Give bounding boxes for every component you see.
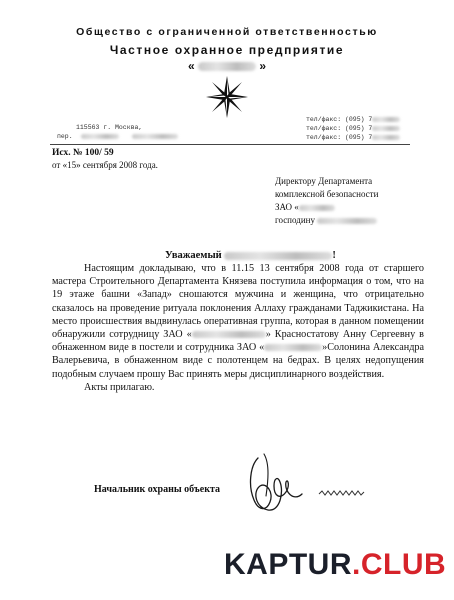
phone-3 [306, 134, 400, 141]
body-p1-part3: »Солонина Александра Валерьевича, в обнаженном виде с полотенцем на бедрах. В целях недопущения подобным случаем прошу Вас принять меры дисциплинарного воздействия. [52, 342, 424, 380]
body-p1-part1: Настоящим докладываю, что в 11.15 13 сентября 2008 года от старшего мастера Строительного Департамента Князева поступила информация о том, что на 19 этаже башни «Запад» сношаются мужчина и женщина, что отрицательно сказалось на проведение ритуала поклонения Аллаху гражданами Таджикистана. На место происшествия выдвинулась оперативная группа, которая в данном помещении обнаружили сотрудницу ЗАО « [52, 263, 424, 341]
redacted-phone-3 [372, 135, 400, 140]
redacted-street [81, 134, 119, 139]
watermark-part2: .CLUB [352, 548, 447, 581]
quote-open: « [187, 59, 195, 73]
company-brand-name [0, 59, 454, 73]
handwritten-signature [240, 452, 310, 518]
phone-1 [306, 116, 400, 123]
outgoing-number: Исх. № 100/ 59 [52, 148, 114, 158]
addressee-line4 [275, 215, 377, 225]
header-divider [50, 144, 410, 145]
street-prefix: пер. [57, 133, 73, 140]
signature-scribble [318, 484, 366, 489]
greeting-suffix: ! [332, 250, 336, 261]
signature-title: Начальник охраны объекта [94, 484, 220, 495]
redacted-company-2 [264, 344, 322, 351]
addressee-line3 [275, 202, 335, 212]
outgoing-date: от «15» сентября 2008 года. [52, 160, 158, 170]
addressee-line2: комплексной безопасности [275, 189, 379, 199]
phone-2 [306, 125, 400, 132]
letter-body [52, 262, 424, 394]
redacted-addressee-name [317, 218, 377, 224]
company-name-line1: Общество с ограниченной ответственностью [76, 26, 378, 38]
company-address: 115563 г. Москва, [76, 124, 143, 131]
body-paragraph-2: Акты прилагаю. [84, 381, 155, 393]
company-name-line2: Частное охранное предприятие [109, 43, 345, 57]
phone-1-text: тел/факс: (095) 7 [306, 116, 373, 123]
redacted-street-number [132, 134, 178, 139]
company-street [57, 133, 178, 140]
addressee-line1: Директору Департамента [275, 176, 373, 186]
quote-close: » [259, 59, 267, 73]
greeting-prefix: Уважаемый [165, 250, 222, 261]
redacted-greeting-name [224, 252, 332, 260]
watermark [224, 548, 446, 582]
phone-2-text: тел/факс: (095) 7 [306, 125, 373, 132]
body-paragraph-1 [52, 262, 424, 381]
addressee-company: ЗАО « [275, 202, 299, 212]
compass-star-logo [205, 75, 249, 119]
redacted-company-1 [192, 331, 266, 338]
addressee-title: господину [275, 215, 315, 225]
greeting [165, 250, 336, 261]
redacted-company-name [198, 62, 256, 71]
watermark-part1: KAPTUR [224, 548, 352, 581]
redacted-addressee-company [299, 205, 335, 211]
phone-3-text: тел/факс: (095) 7 [306, 134, 373, 141]
redacted-phone-1 [372, 117, 400, 122]
body-p1-part2: » Красностатову Анну Сергеевну в обнаженном виде в постели и сотрудника ЗАО « [52, 329, 424, 354]
redacted-phone-2 [372, 126, 400, 131]
